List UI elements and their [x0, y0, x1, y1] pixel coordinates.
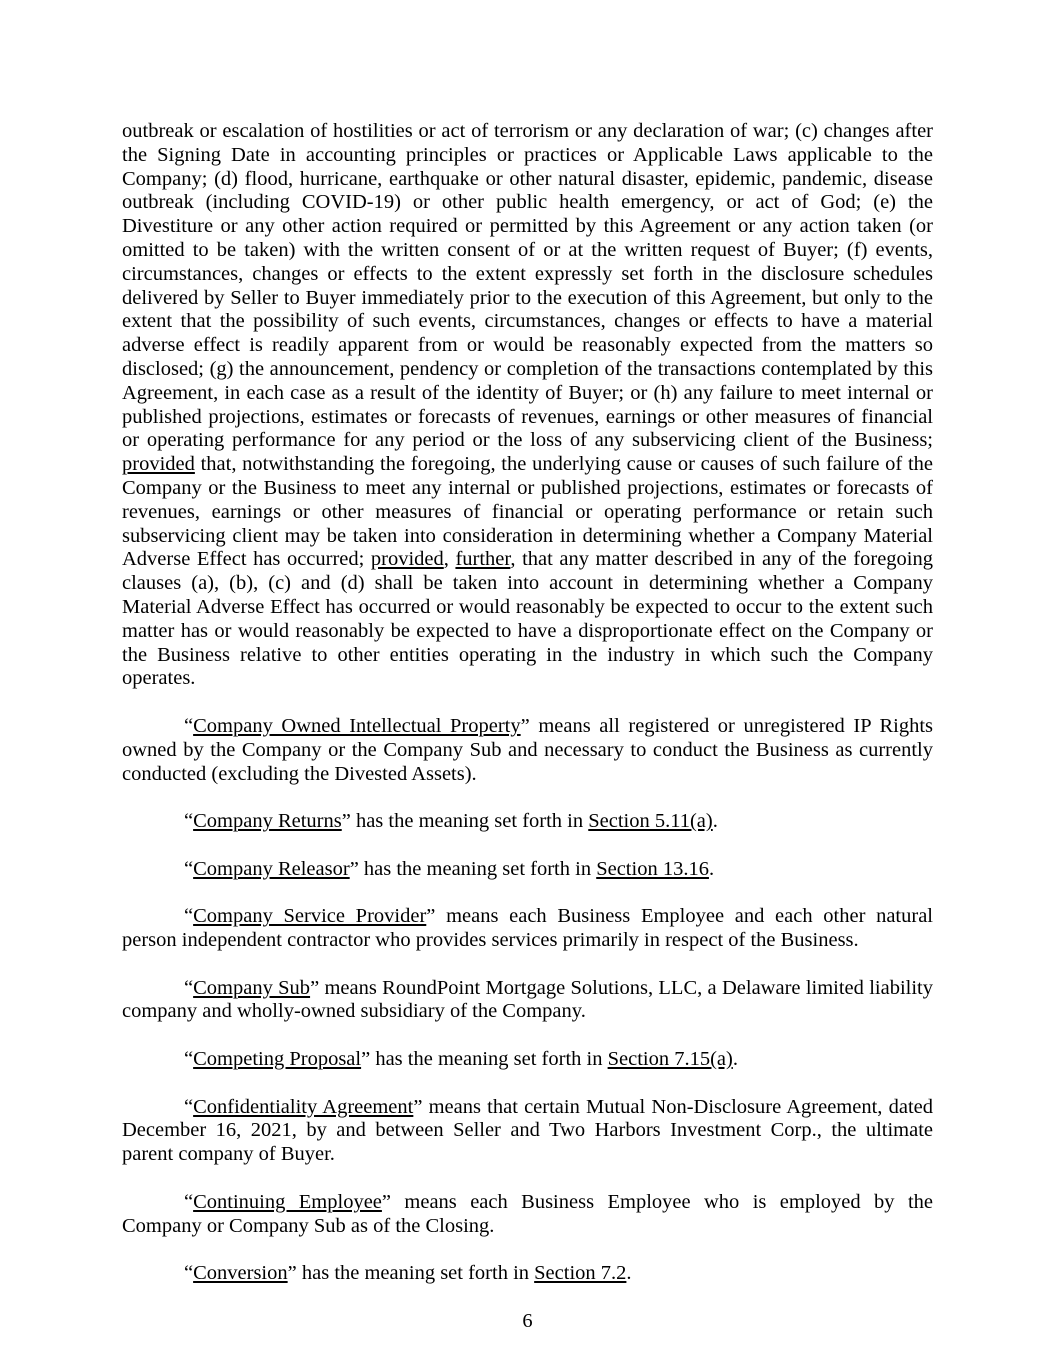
text-run: ” has the meaning set forth in — [349, 857, 597, 880]
underlined-term: Company Returns — [193, 810, 342, 833]
underlined-term: Section 7.2 — [534, 1262, 627, 1285]
text-run: “ — [184, 1048, 194, 1071]
text-run: “ — [184, 1095, 194, 1118]
underlined-term: Confidentiality Agreement — [193, 1095, 414, 1118]
document-body — [122, 120, 933, 1334]
underlined-term: provided — [370, 548, 444, 571]
text-run: “ — [184, 810, 194, 833]
text-run: . — [732, 1048, 738, 1071]
paragraph — [122, 1048, 933, 1072]
underlined-term: Section 13.16 — [596, 857, 709, 880]
text-run: ” has the meaning set forth in — [341, 810, 589, 833]
text-run: . — [708, 857, 715, 880]
text-run: “ — [184, 976, 194, 999]
text-run: ” means all registered or unregistered IP Rights owned by the Company or the Company Sub and necessary to conduct the Business as currently conducted (excluding the Divested Assets). — [122, 714, 933, 785]
underlined-term: Company Sub — [193, 976, 311, 999]
paragraph — [122, 977, 933, 1025]
text-run: ” means that certain Mutual Non-Disclosure Agreement, dated December 16, 2021, by and between Seller and Two Harbors Investment Corp., the ultimate parent company of Buyer. — [122, 1095, 933, 1166]
text-run: . — [712, 810, 718, 833]
paragraph — [122, 120, 933, 691]
text-run: . — [626, 1262, 632, 1285]
text-run: ” means each Business Employee who is employed by the Company or Company Sub as of the Closing. — [122, 1190, 934, 1237]
paragraph — [122, 905, 933, 953]
underlined-term: further — [455, 548, 511, 571]
underlined-term: Continuing Employee — [193, 1190, 382, 1213]
underlined-term: Competing Proposal — [193, 1048, 362, 1071]
text-run: that, notwithstanding the foregoing, the underlying cause or causes of such failure of the Company or the Business to meet any internal or published projections, estimates or forecasts of revenues, earnings or other measures of financial or operating performance or retain such subservicing client may be taken into consideration in determining whether a Company Material Adverse Effect has occurred; — [122, 453, 933, 571]
paragraph — [122, 858, 933, 882]
underlined-term: Conversion — [193, 1262, 288, 1285]
text-run: ” means each Business Employee and each other natural person independent contractor who provides services primarily in respect of the Business. — [122, 905, 933, 952]
underlined-term: Section 7.15(a) — [607, 1048, 733, 1071]
text-run: “ — [184, 1190, 194, 1213]
text-run: ” has the meaning set forth in — [361, 1048, 608, 1071]
text-run: ” means RoundPoint Mortgage Solutions, LLC, a Delaware limited liability company and wholly-owned subsidiary of the Company. — [122, 976, 934, 1023]
underlined-term: Company Owned Intellectual Property — [193, 714, 521, 737]
text-run: “ — [184, 905, 194, 928]
underlined-term: Company Releasor — [193, 857, 350, 880]
text-run: “ — [184, 714, 194, 737]
paragraph — [122, 1262, 933, 1286]
underlined-term: provided — [122, 453, 195, 476]
underlined-term: Section 5.11(a) — [588, 810, 713, 833]
text-run: “ — [184, 857, 194, 880]
text-run: ” has the meaning set forth in — [287, 1262, 535, 1285]
text-run: , — [443, 548, 456, 571]
paragraph — [122, 1096, 933, 1167]
paragraph — [122, 1191, 933, 1239]
underlined-term: Company Service Provider — [193, 905, 427, 928]
paragraph — [122, 715, 933, 786]
text-run: , that any matter described in any of the foregoing clauses (a), (b), (c) and (d) shall be taken into account in determining whether a Company Material Adverse Effect has occurred or would reasonably be expected to occur to the extent such matter has or would reasonably be expected to have a disproportionate effect on the Company or the Business relative to other entities operating in the industry in which such the Company operates. — [122, 548, 933, 690]
text-run: “ — [184, 1262, 194, 1285]
page-number: 6 — [522, 1309, 533, 1332]
paragraph — [122, 810, 933, 834]
text-run: outbreak or escalation of hostilities or act of terrorism or any declaration of war; (c) changes after the Signing Date in accounting principles or practices or Applicable Laws applicable to the Company; (d) flood, hurricane, earthquake or other natural disaster, epidemic, pandemic, disease outbreak (including COVID-19) or other public health emergency, or act of God; (e) the Divestiture or any other action required or permitted by this Agreement or any action taken (or omitted to be taken) with the written consent of or at the written request of Buyer; (f) events, circumstances, changes or effects to the extent expressly set forth in the disclosure schedules delivered by Seller to Buyer immediately prior to the execution of this Agreement, but only to the extent that the possibility of such events, circumstances, changes or effects to have a material adverse effect is readily apparent from or would be reasonably expected from the matters so disclosed; (g) the announcement, pendency or completion of the transactions contemplated by this Agreement, in each case as a result of the identity of Buyer; or (h) any failure to meet internal or published projections, estimates or forecasts of revenues, earnings or other measures of financial or operating performance for any period or the loss of any subservicing client of the Business; — [122, 120, 933, 452]
